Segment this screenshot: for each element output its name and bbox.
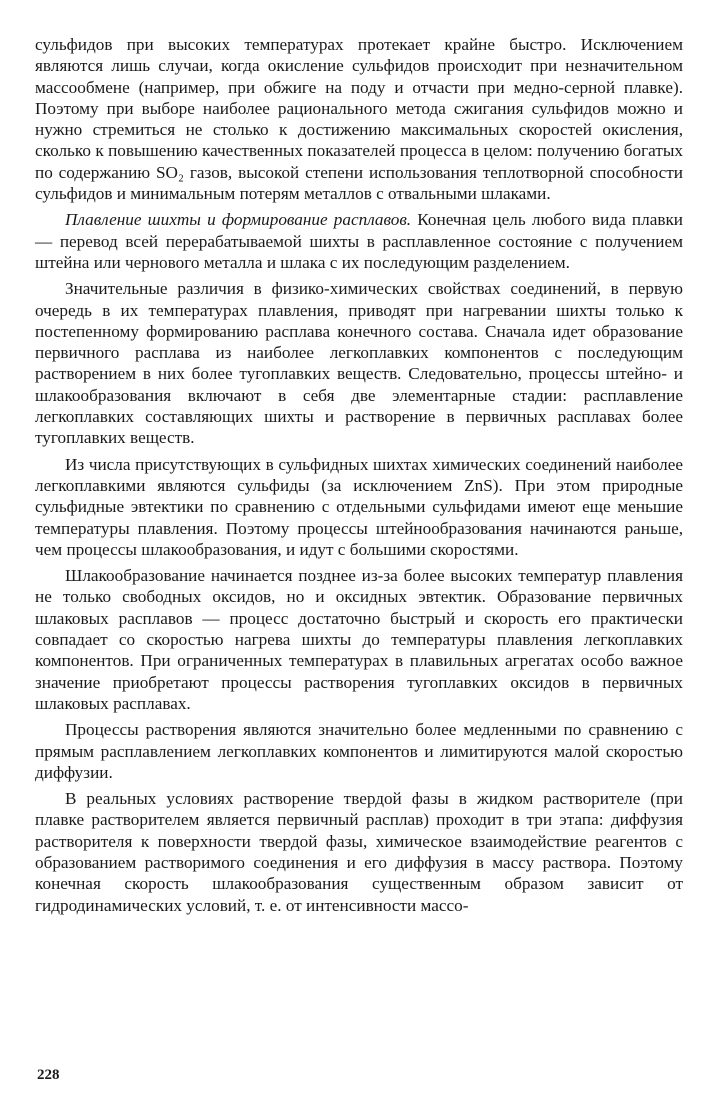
page-number: 228 (37, 1067, 60, 1083)
paragraph-5-text: Шлакообразование начинается позднее из-за более высоких температур плавления не только свободных оксидов, но и оксидных эвтектик. Образование первичных шлаковых расплавов — процесс достаточно быстрый и скорость его практически совпадает со скоростью нагрева шихты до температуры плавления легкоплавких компонентов. При ограниченных температурах в плавильных агрегатах особо важное значение приобретают процессы растворения тугоплавких оксидов в первичных шлаковых расплавах. (35, 566, 683, 713)
paragraph-3-text: Значительные различия в физико-химических свойствах соединений, в первую очередь в их температурах плавления, приводят при нагревании шихты только к постепенному формированию расплава конечного состава. Сначала идет образование первичного расплава из наиболее легкоплавких компонентов с последующим растворением в них более тугоплавких веществ. Следовательно, процессы штейно- и шлакообразования включают в себя две элементарные стадии: расплавление легкоплавких составляющих шихты и растворение в первичных расплавах более тугоплавких веществ. (35, 279, 683, 448)
paragraph-6-text: Процессы растворения являются значительно более медленными по сравнению с прямым расплавлением легкоплавких компонентов и лимитируются малой скоростью диффузии. (35, 720, 683, 782)
paragraph-3 (35, 278, 683, 448)
paragraph-7 (35, 788, 683, 916)
paragraph-7-text: В реальных условиях растворение твердой фазы в жидком растворителе (при плавке растворителем является первичный расплав) проходит в три этапа: диффузия растворителя к поверхности твердой фазы, химическое взаимодействие реагентов с образованием растворимого соединения и его диффузия в массу раствора. Поэтому конечная скорость шлакообразования существенным образом зависит от гидродинамических условий, т. е. от интенсивности массо- (35, 789, 683, 915)
paragraph-5 (35, 565, 683, 714)
paragraph-4 (35, 454, 683, 560)
paragraph-4-text: Из числа присутствующих в сульфидных шихтах химических соединений наиболее легкоплавкими являются сульфиды (за исключением ZnS). При этом природные сульфидные эвтектики по сравнению с отдельными сульфидами имеют еще меньшие температуры плавления. Поэтому процессы штейнообразования начинаются раньше, чем процессы шлакообразования, и идут с большими скоростями. (35, 454, 683, 559)
paragraph-2-text: Конечная цель любого вида плавки — перевод всей перерабатываемой шихты в расплавленное состояние с получением штейна или чернового металла и шлака с их последующим разделением. (35, 210, 683, 272)
paragraph-1 (35, 34, 683, 204)
paragraph-2 (35, 209, 683, 273)
page-body (35, 34, 683, 921)
section-heading: Плавление шихты и формирование расплавов. (65, 210, 412, 230)
paragraph-6 (35, 719, 683, 783)
paragraph-1-text: сульфидов при высоких температурах протекает крайне быстро. Исключением являются лишь случаи, когда окисление сульфидов происходит при незначительном массообмене (например, при обжиге на поду и отчасти при медно-серной плавке). Поэтому при выборе наиболее рационального метода сжигания сульфидов можно и нужно стремиться не столько к достижению максимальных скоростей окисления, сколько к повышению качественных показателей процесса в целом: получению богатых по содержанию SO₂ газов, высокой степени использования теплотворной способности сульфидов и минимальным потерям металлов с отвальными шлаками. (35, 35, 683, 204)
